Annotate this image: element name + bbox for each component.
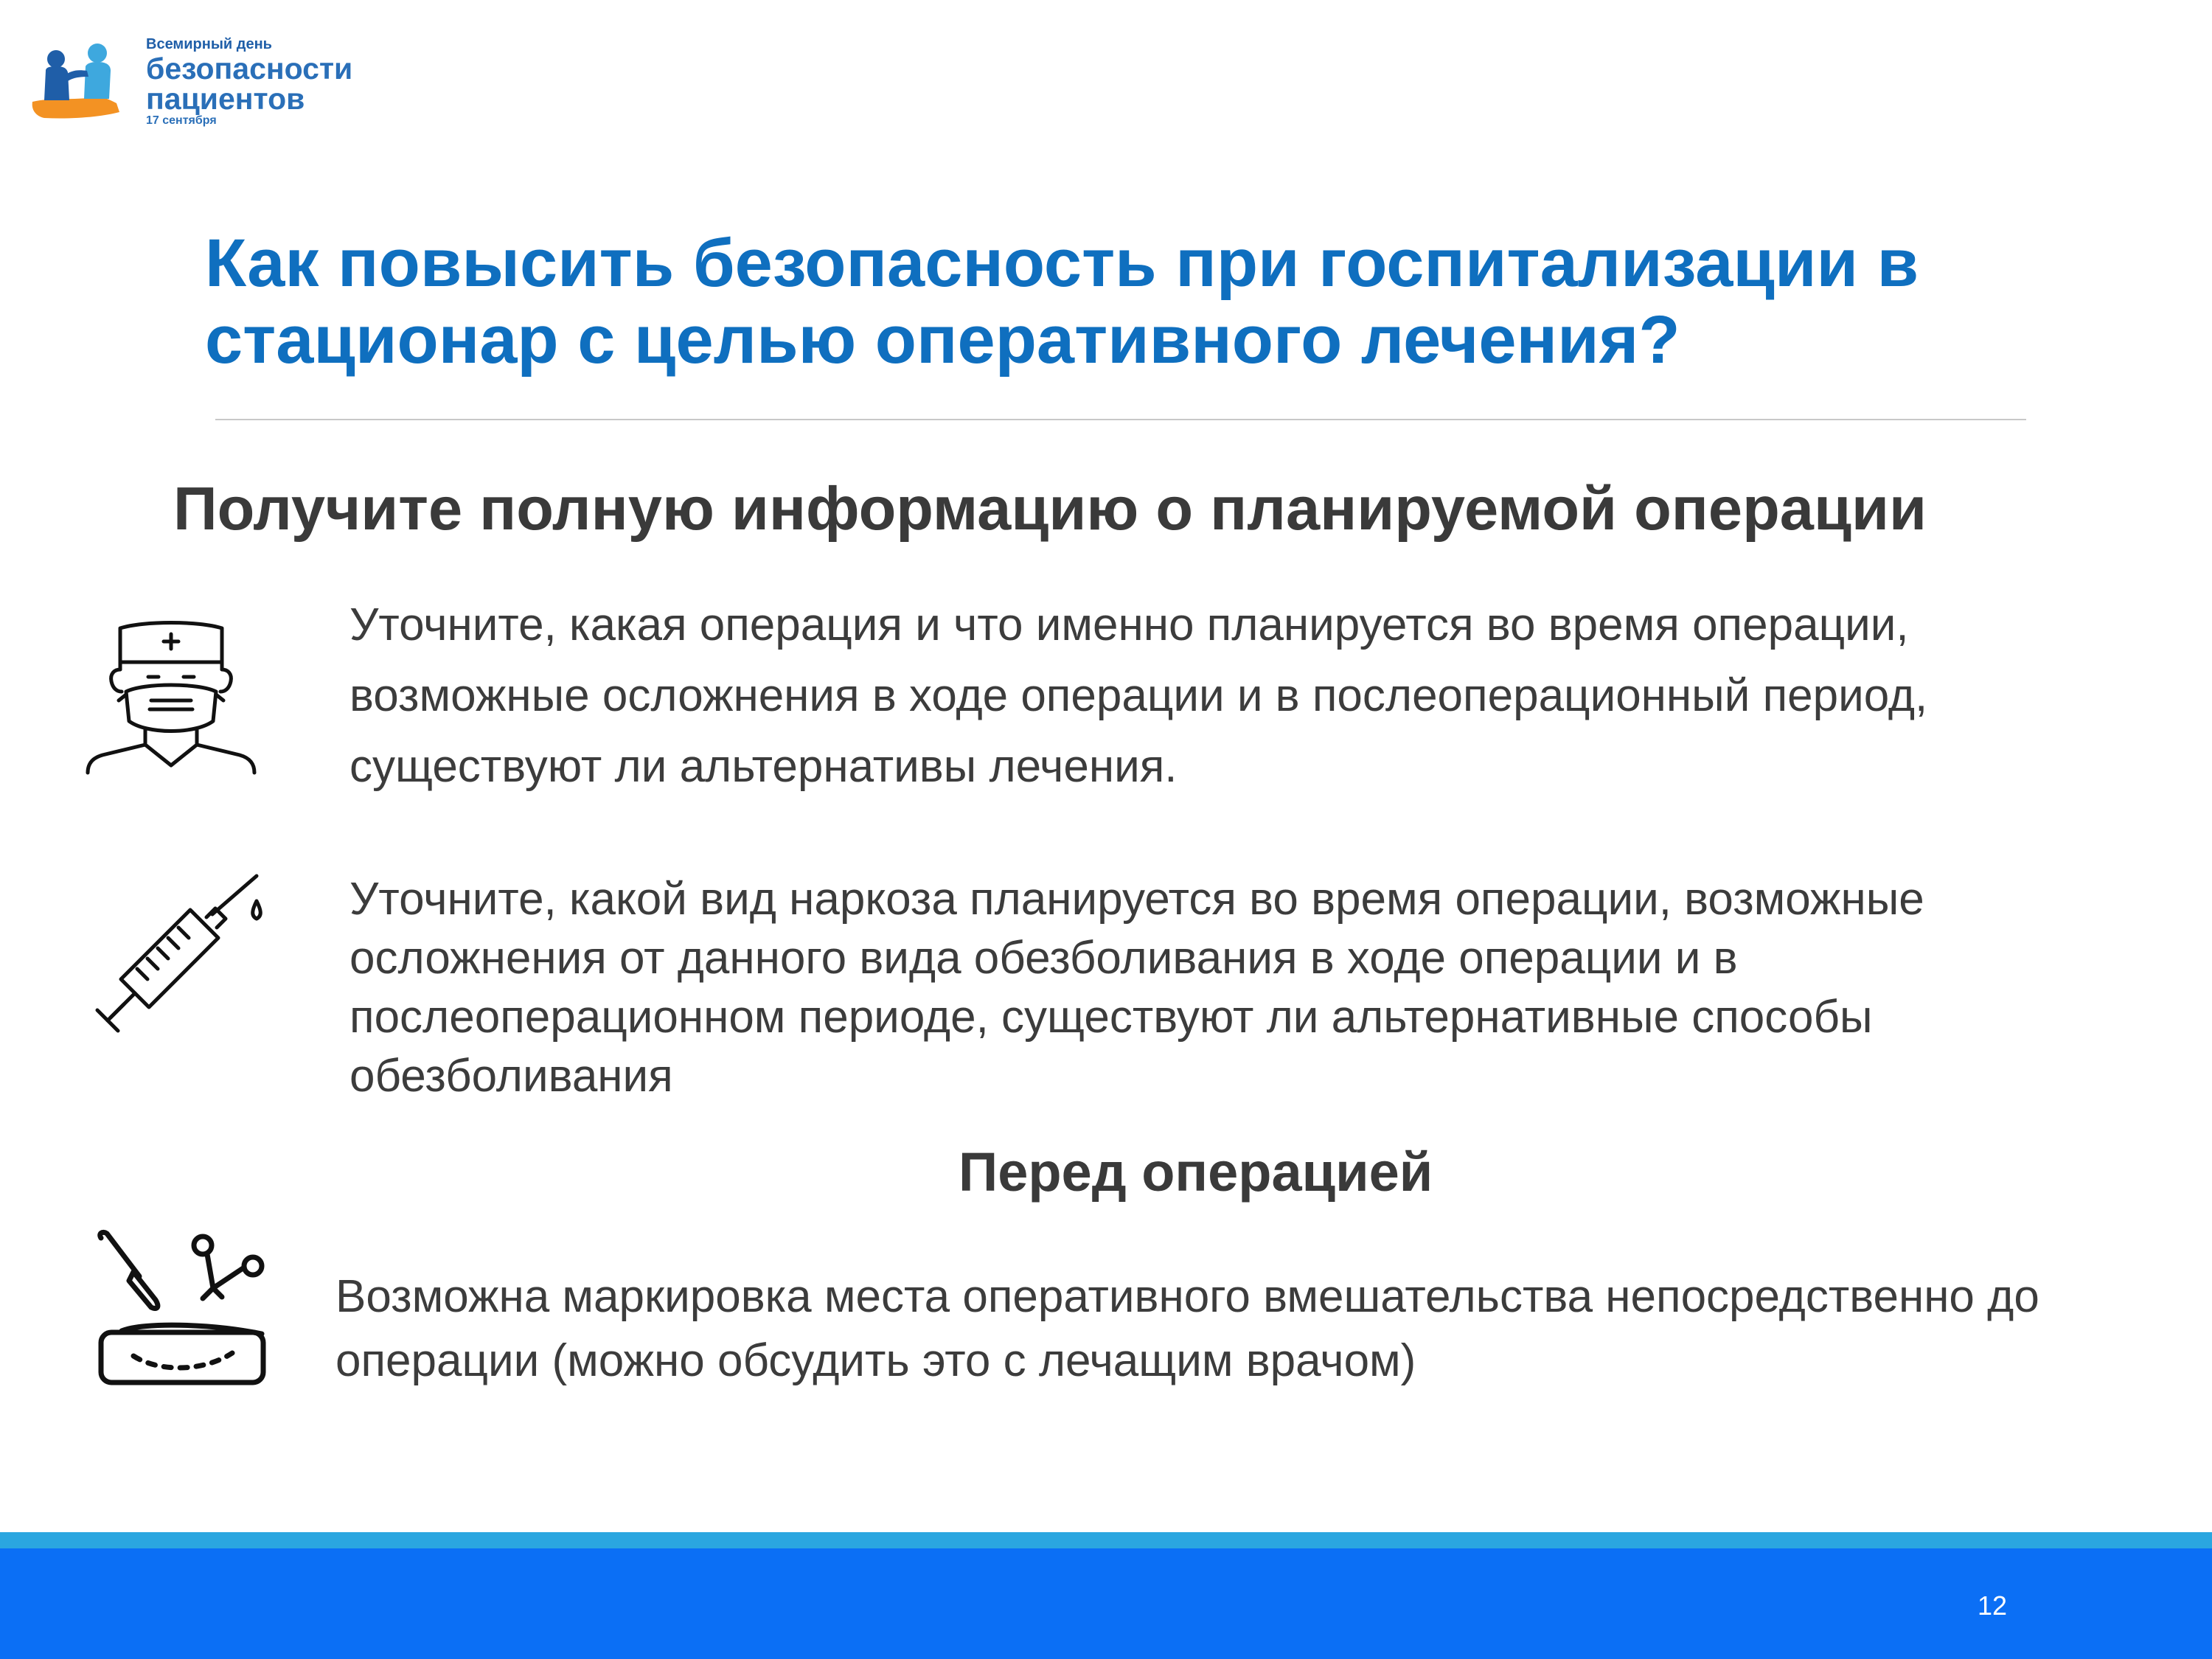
section-heading-before: Перед операцией [959,1141,1433,1203]
logo-line-3: пациентов [146,82,305,116]
slide-title: Как повысить безопасность при госпитализации в стационар с целью оперативного лечения? [205,226,1919,378]
logo-text [146,35,352,128]
surgeon-icon [77,618,265,784]
syringe-icon [81,872,273,1048]
section-heading-info: Получите полную информацию о планируемой операции [173,474,1927,543]
footer-bar [0,1548,2212,1659]
logo-line-2: безопасности [146,52,353,86]
title-divider [215,419,2026,420]
event-logo [29,29,383,140]
page-number: 12 [1978,1590,2008,1621]
footer-stripe [0,1532,2212,1548]
surgery-tools-icon [92,1228,269,1394]
info-paragraph-anesthesia: Уточните, какой вид наркоза планируется во время операции, возможные осложнения от данного вида обезболивания в ходе операции и в послеоперационном периоде, существуют ли альтернативные способы обезболивания [349,874,1924,1102]
patient-safety-logo-icon [29,29,133,133]
logo-line-4: 17 сентября [146,114,217,127]
logo-line-1: Всемирный день [146,36,272,52]
before-operation-paragraph: Возможна маркировка места оперативного вмешательства непосредственно до операции (можно обсудить это с лечащим врачом) [335,1271,2039,1386]
info-paragraph-operation: Уточните, какая операция и что именно планируется во время операции, возможные осложнения в ходе операции и в послеоперационный период, существуют ли альтернативы лечения. [349,599,1928,792]
